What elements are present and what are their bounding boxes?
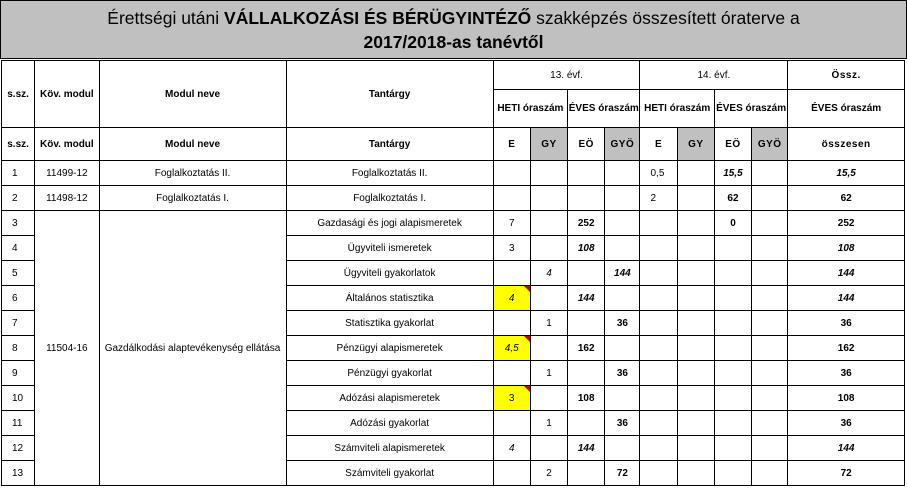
cell-ossz: 15,5	[788, 161, 905, 186]
cell-gy13	[530, 161, 567, 186]
header-eo-13: EÖ	[568, 128, 605, 161]
cell-gy14	[677, 461, 714, 486]
cell-tantargy: Foglalkoztatás I.	[286, 186, 493, 211]
header-gy-14: GY	[677, 128, 714, 161]
cell-eo14	[714, 236, 751, 261]
cell-e14	[640, 436, 677, 461]
cell-ossz: 108	[788, 236, 905, 261]
title-line2: 2017/2018-as tanévtől	[363, 31, 544, 52]
cell-e14	[640, 461, 677, 486]
header-e-13: E	[493, 128, 530, 161]
cell-gyo13	[605, 336, 640, 361]
header-tantargy-2: Tantárgy	[286, 128, 493, 161]
cell-eo13: 108	[568, 386, 605, 411]
cell-e13: 7	[493, 211, 530, 236]
cell-modul: 11499-12	[35, 161, 99, 186]
cell-eo14	[714, 411, 751, 436]
header-e-14: E	[640, 128, 677, 161]
cell-tantargy: Ügyviteli ismeretek	[286, 236, 493, 261]
cell-tantargy: Pénzügyi alapismeretek	[286, 336, 493, 361]
cell-gyo13: 144	[605, 261, 640, 286]
cell-eo14	[714, 311, 751, 336]
cell-gyo13: 36	[605, 411, 640, 436]
header-evf14: 14. évf.	[640, 61, 788, 90]
cell-modul-group: 11504-16	[35, 211, 99, 486]
cell-ssz: 13	[2, 461, 35, 486]
title-part3: szakképzés összesített óraterve a	[531, 7, 800, 28]
cell-eo13: 162	[568, 336, 605, 361]
title-part1: Érettségi utáni	[107, 7, 225, 28]
cell-gy14	[677, 236, 714, 261]
cell-e13-highlighted[interactable]	[493, 386, 530, 411]
cell-gyo13	[605, 286, 640, 311]
cell-gy13	[530, 286, 567, 311]
cell-gyo13: 36	[605, 361, 640, 386]
header-kov-modul-2: Köv. modul	[35, 128, 99, 161]
cell-eo13: 144	[568, 436, 605, 461]
cell-eo13	[568, 411, 605, 436]
cell-e13	[493, 411, 530, 436]
cell-gy14	[677, 161, 714, 186]
curriculum-table	[1, 60, 905, 486]
comment-marker-icon[interactable]	[524, 286, 530, 292]
cell-tantargy: Gazdasági és jogi alapismeretek	[286, 211, 493, 236]
cell-ssz: 4	[2, 236, 35, 261]
cell-e14	[640, 411, 677, 436]
cell-gyo14	[752, 211, 788, 236]
cell-e13-highlighted[interactable]	[493, 286, 530, 311]
cell-ossz: 108	[788, 386, 905, 411]
cell-e13-highlighted[interactable]	[493, 336, 530, 361]
cell-eo14	[714, 386, 751, 411]
cell-gyo14	[752, 411, 788, 436]
cell-gyo13	[605, 236, 640, 261]
cell-e13	[493, 161, 530, 186]
cell-gyo14	[752, 436, 788, 461]
header-eves-14: ÉVES óraszám	[714, 90, 787, 128]
comment-marker-icon[interactable]	[524, 386, 530, 392]
comment-marker-icon[interactable]	[524, 336, 530, 342]
cell-gy13	[530, 336, 567, 361]
table-row	[2, 186, 905, 211]
cell-tantargy: Általános statisztika	[286, 286, 493, 311]
cell-gy13: 4	[530, 261, 567, 286]
cell-tantargy: Pénzügyi gyakorlat	[286, 361, 493, 386]
cell-ssz: 11	[2, 411, 35, 436]
cell-ssz: 9	[2, 361, 35, 386]
cell-gyo14	[752, 161, 788, 186]
cell-eo13: 252	[568, 211, 605, 236]
cell-gyo14	[752, 461, 788, 486]
cell-gy14	[677, 211, 714, 236]
cell-modul: 11498-12	[35, 186, 99, 211]
cell-tantargy: Ügyviteli gyakorlatok	[286, 261, 493, 286]
cell-gy14	[677, 286, 714, 311]
cell-gy14	[677, 261, 714, 286]
cell-tantargy: Adózási alapismeretek	[286, 386, 493, 411]
cell-gyo13	[605, 211, 640, 236]
cell-gy13: 2	[530, 461, 567, 486]
cell-ssz: 3	[2, 211, 35, 236]
cell-gy14	[677, 336, 714, 361]
header-kov-modul: Köv. modul	[35, 61, 99, 128]
header-eo-14: EÖ	[714, 128, 751, 161]
cell-gy14	[677, 311, 714, 336]
cell-gy13: 1	[530, 361, 567, 386]
cell-e14: 0,5	[640, 161, 677, 186]
cell-e14	[640, 211, 677, 236]
table-row	[2, 211, 905, 236]
cell-eo13	[568, 261, 605, 286]
cell-gyo13: 72	[605, 461, 640, 486]
cell-eo14: 0	[714, 211, 751, 236]
header-evf13: 13. évf.	[493, 61, 640, 90]
cell-ssz: 5	[2, 261, 35, 286]
cell-e14	[640, 336, 677, 361]
table-row	[2, 161, 905, 186]
cell-tantargy: Adózási gyakorlat	[286, 411, 493, 436]
header-eves-13: ÉVES óraszám	[568, 90, 640, 128]
cell-ossz: 144	[788, 436, 905, 461]
cell-gyo14	[752, 336, 788, 361]
cell-gy13	[530, 236, 567, 261]
cell-gy13	[530, 436, 567, 461]
cell-eo14: 62	[714, 186, 751, 211]
cell-e14	[640, 386, 677, 411]
cell-gyo13	[605, 186, 640, 211]
cell-gy14	[677, 361, 714, 386]
cell-gyo14	[752, 286, 788, 311]
cell-gyo13: 36	[605, 311, 640, 336]
cell-modul-neve: Foglalkoztatás II.	[99, 161, 286, 186]
cell-ossz: 36	[788, 311, 905, 336]
header-gy-13: GY	[530, 128, 567, 161]
cell-ssz: 7	[2, 311, 35, 336]
header-ossz: Össz.	[788, 61, 905, 90]
cell-gyo14	[752, 386, 788, 411]
cell-e13	[493, 186, 530, 211]
cell-gyo14	[752, 236, 788, 261]
cell-e14	[640, 286, 677, 311]
cell-ssz: 10	[2, 386, 35, 411]
cell-gy14	[677, 436, 714, 461]
cell-ossz: 62	[788, 186, 905, 211]
cell-gy13: 1	[530, 411, 567, 436]
header-gyo-13: GYÖ	[605, 128, 640, 161]
cell-e13: 3	[508, 392, 515, 404]
header-modul-neve: Modul neve	[99, 61, 286, 128]
cell-gy14	[677, 411, 714, 436]
cell-gy14	[677, 186, 714, 211]
title-part2: VÁLLALKOZÁSI ÉS BÉRÜGYINTÉZŐ	[224, 7, 532, 28]
cell-eo14	[714, 361, 751, 386]
cell-ssz: 2	[2, 186, 35, 211]
header-osszesen: összesen	[788, 128, 905, 161]
cell-ossz: 252	[788, 211, 905, 236]
cell-ossz: 144	[788, 261, 905, 286]
cell-eo13	[568, 311, 605, 336]
cell-gy13	[530, 186, 567, 211]
cell-eo13: 108	[568, 236, 605, 261]
cell-ssz: 1	[2, 161, 35, 186]
header-heti-13: HETI óraszám	[493, 90, 567, 128]
cell-e13: 4	[508, 292, 515, 304]
cell-e14	[640, 236, 677, 261]
cell-eo13	[568, 361, 605, 386]
cell-eo13	[568, 161, 605, 186]
cell-e13	[493, 461, 530, 486]
cell-modul-neve-group: Gazdálkodási alaptevékenység ellátása	[99, 211, 286, 486]
cell-e13: 3	[493, 236, 530, 261]
cell-tantargy: Foglalkoztatás II.	[286, 161, 493, 186]
cell-ssz: 8	[2, 336, 35, 361]
cell-ossz: 36	[788, 361, 905, 386]
cell-tantargy: Számviteli alapismeretek	[286, 436, 493, 461]
cell-gyo13	[605, 386, 640, 411]
cell-e13: 4,5	[504, 342, 519, 354]
cell-eo14	[714, 461, 751, 486]
cell-eo13	[568, 461, 605, 486]
cell-ssz: 12	[2, 436, 35, 461]
cell-ossz: 162	[788, 336, 905, 361]
cell-eo13: 144	[568, 286, 605, 311]
cell-gy13	[530, 211, 567, 236]
header-tantargy: Tantárgy	[286, 61, 493, 128]
cell-e14	[640, 361, 677, 386]
cell-ossz: 36	[788, 411, 905, 436]
header-heti-14: HETI óraszám	[640, 90, 714, 128]
header-ssz: s.sz.	[2, 61, 35, 128]
header-modul-neve-2: Modul neve	[99, 128, 286, 161]
cell-tantargy: Számviteli gyakorlat	[286, 461, 493, 486]
cell-gyo13	[605, 161, 640, 186]
cell-gy13: 1	[530, 311, 567, 336]
header-gyo-14: GYÖ	[752, 128, 788, 161]
cell-e13: 4	[493, 436, 530, 461]
header-eves-ossz: ÉVES óraszám	[788, 90, 905, 128]
cell-gyo14	[752, 186, 788, 211]
cell-eo14	[714, 286, 751, 311]
cell-gy13	[530, 386, 567, 411]
cell-e14	[640, 311, 677, 336]
cell-eo14	[714, 336, 751, 361]
cell-gyo13	[605, 436, 640, 461]
page-title	[0, 0, 907, 59]
cell-eo14	[714, 261, 751, 286]
cell-modul-neve: Foglalkoztatás I.	[99, 186, 286, 211]
cell-gyo14	[752, 261, 788, 286]
cell-e13	[493, 311, 530, 336]
cell-gyo14	[752, 361, 788, 386]
cell-e14: 2	[640, 186, 677, 211]
cell-ssz: 6	[2, 286, 35, 311]
cell-eo14	[714, 436, 751, 461]
cell-gyo14	[752, 311, 788, 336]
cell-eo13	[568, 186, 605, 211]
cell-e13	[493, 261, 530, 286]
cell-tantargy: Statisztika gyakorlat	[286, 311, 493, 336]
cell-gy14	[677, 386, 714, 411]
cell-ossz: 144	[788, 286, 905, 311]
cell-eo14: 15,5	[714, 161, 751, 186]
cell-ossz: 72	[788, 461, 905, 486]
header-ssz-2: s.sz.	[2, 128, 35, 161]
cell-e13	[493, 361, 530, 386]
cell-e14	[640, 261, 677, 286]
